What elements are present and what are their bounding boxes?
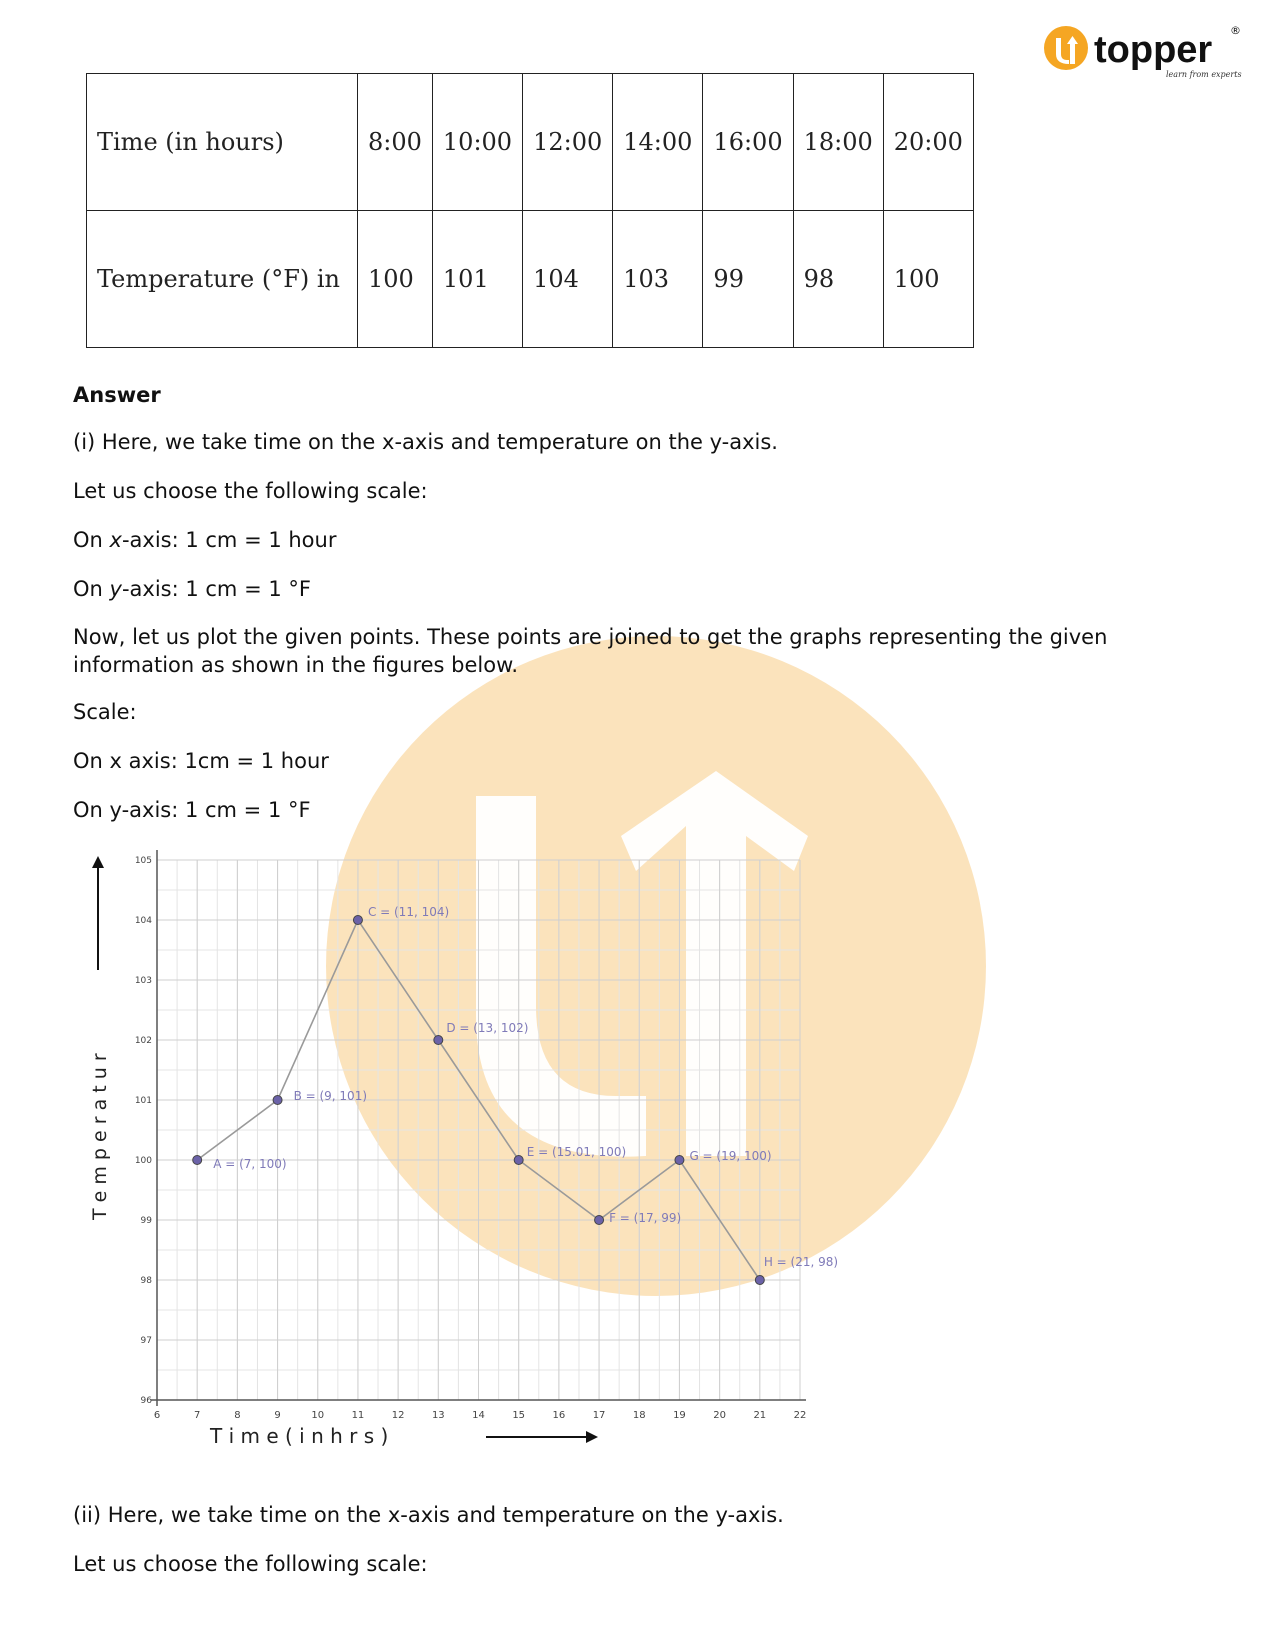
table-cell: 18:00 bbox=[793, 74, 883, 211]
x-tick-label: 16 bbox=[552, 1410, 566, 1421]
x-tick-label: 9 bbox=[274, 1410, 281, 1421]
table-cell: 10:00 bbox=[432, 74, 522, 211]
topper-logo bbox=[1042, 22, 1242, 84]
y-tick-label: 97 bbox=[140, 1336, 152, 1346]
data-point bbox=[755, 1276, 764, 1285]
table-cell: 20:00 bbox=[883, 74, 973, 211]
x-tick-label: 14 bbox=[472, 1410, 485, 1421]
x-tick-label: 12 bbox=[391, 1410, 405, 1421]
time-temperature-table bbox=[86, 73, 974, 348]
data-label: A = (7, 100) bbox=[213, 1157, 287, 1171]
data-label: D = (13, 102) bbox=[446, 1021, 529, 1035]
y-tick-label: 103 bbox=[134, 976, 152, 986]
x-tick-label: 15 bbox=[512, 1410, 526, 1421]
data-label: H = (21, 98) bbox=[763, 1255, 839, 1269]
table-row-label: Temperature (°F) in bbox=[87, 211, 358, 348]
table-cell: 100 bbox=[358, 211, 433, 348]
x-tick-label: 7 bbox=[194, 1410, 201, 1421]
paragraph: Let us choose the following scale: bbox=[73, 1552, 428, 1576]
x-tick-label: 13 bbox=[431, 1410, 445, 1421]
y-tick-label: 100 bbox=[134, 1156, 152, 1166]
data-point bbox=[434, 1036, 443, 1045]
logo-wordmark: topper bbox=[1094, 29, 1213, 71]
data-point bbox=[193, 1156, 202, 1165]
data-label: E = (15.01, 100) bbox=[526, 1145, 627, 1159]
y-tick-label: 105 bbox=[134, 856, 152, 866]
answer-heading: Answer bbox=[73, 383, 161, 407]
x-tick-label: 6 bbox=[153, 1410, 161, 1421]
y-tick-label: 104 bbox=[134, 916, 152, 926]
logo-tagline: learn from experts bbox=[1166, 70, 1242, 79]
data-point bbox=[353, 916, 362, 925]
y-tick-label: 101 bbox=[134, 1096, 152, 1106]
data-label: F = (17, 99) bbox=[609, 1211, 682, 1225]
y-tick-label: 102 bbox=[134, 1036, 152, 1046]
table-cell: 12:00 bbox=[523, 74, 613, 211]
y-axis-arrowhead bbox=[92, 856, 104, 868]
table-row-label: Time (in hours) bbox=[87, 74, 358, 211]
y-tick-label: 99 bbox=[140, 1216, 152, 1226]
paragraph: (i) Here, we take time on the x-axis and temperature on the y-axis. bbox=[73, 430, 778, 454]
data-point bbox=[514, 1156, 523, 1165]
x-tick-label: 19 bbox=[673, 1410, 686, 1421]
paragraph: On y-axis: 1 cm = 1 °F bbox=[73, 798, 311, 822]
x-tick-label: 20 bbox=[713, 1410, 726, 1421]
table-cell: 101 bbox=[432, 211, 522, 348]
table-cell: 98 bbox=[793, 211, 883, 348]
table-cell: 14:00 bbox=[613, 74, 703, 211]
table-cell: 16:00 bbox=[703, 74, 793, 211]
y-tick-label: 98 bbox=[140, 1276, 152, 1286]
paragraph: Now, let us plot the given points. These points are joined to get the graphs representing the given information as shown in the figures below. bbox=[73, 625, 1108, 677]
data-point bbox=[675, 1156, 684, 1165]
table-cell: 100 bbox=[883, 211, 973, 348]
paragraph: On y-axis: 1 cm = 1 °F bbox=[73, 577, 311, 601]
registered-mark: ® bbox=[1230, 24, 1241, 37]
table-row-time bbox=[87, 74, 974, 211]
paragraph: Let us choose the following scale: bbox=[73, 479, 428, 503]
table-cell: 104 bbox=[523, 211, 613, 348]
paragraph: On x-axis: 1 cm = 1 hour bbox=[73, 528, 337, 552]
x-axis-arrowhead bbox=[586, 1431, 598, 1443]
x-tick-label: 10 bbox=[311, 1410, 325, 1421]
paragraph: Scale: bbox=[73, 700, 137, 724]
paragraph: On x axis: 1cm = 1 hour bbox=[73, 749, 329, 773]
y-axis-label: T e m p e r a t u r bbox=[89, 1053, 111, 1220]
table-cell: 103 bbox=[613, 211, 703, 348]
x-tick-label: 11 bbox=[351, 1410, 365, 1421]
temperature-line-chart bbox=[80, 856, 839, 1460]
data-point bbox=[273, 1096, 282, 1105]
y-tick-label: 96 bbox=[140, 1396, 152, 1406]
x-tick-label: 17 bbox=[592, 1410, 606, 1421]
x-tick-label: 21 bbox=[753, 1410, 767, 1421]
table-row-temperature bbox=[87, 211, 974, 348]
table-cell: 99 bbox=[703, 211, 793, 348]
paragraph: (ii) Here, we take time on the x-axis and temperature on the y-axis. bbox=[73, 1503, 784, 1527]
data-point bbox=[595, 1216, 604, 1225]
x-tick-label: 18 bbox=[632, 1410, 646, 1421]
data-label: B = (9, 101) bbox=[293, 1089, 368, 1103]
x-axis-label: T i m e ( i n h r s ) bbox=[210, 1424, 389, 1448]
x-tick-label: 22 bbox=[793, 1410, 807, 1421]
table-cell: 8:00 bbox=[358, 74, 433, 211]
topper-logo-icon bbox=[1044, 26, 1088, 70]
data-label: G = (19, 100) bbox=[689, 1149, 772, 1163]
data-label: C = (11, 104) bbox=[367, 905, 450, 919]
x-tick-label: 8 bbox=[234, 1410, 241, 1421]
